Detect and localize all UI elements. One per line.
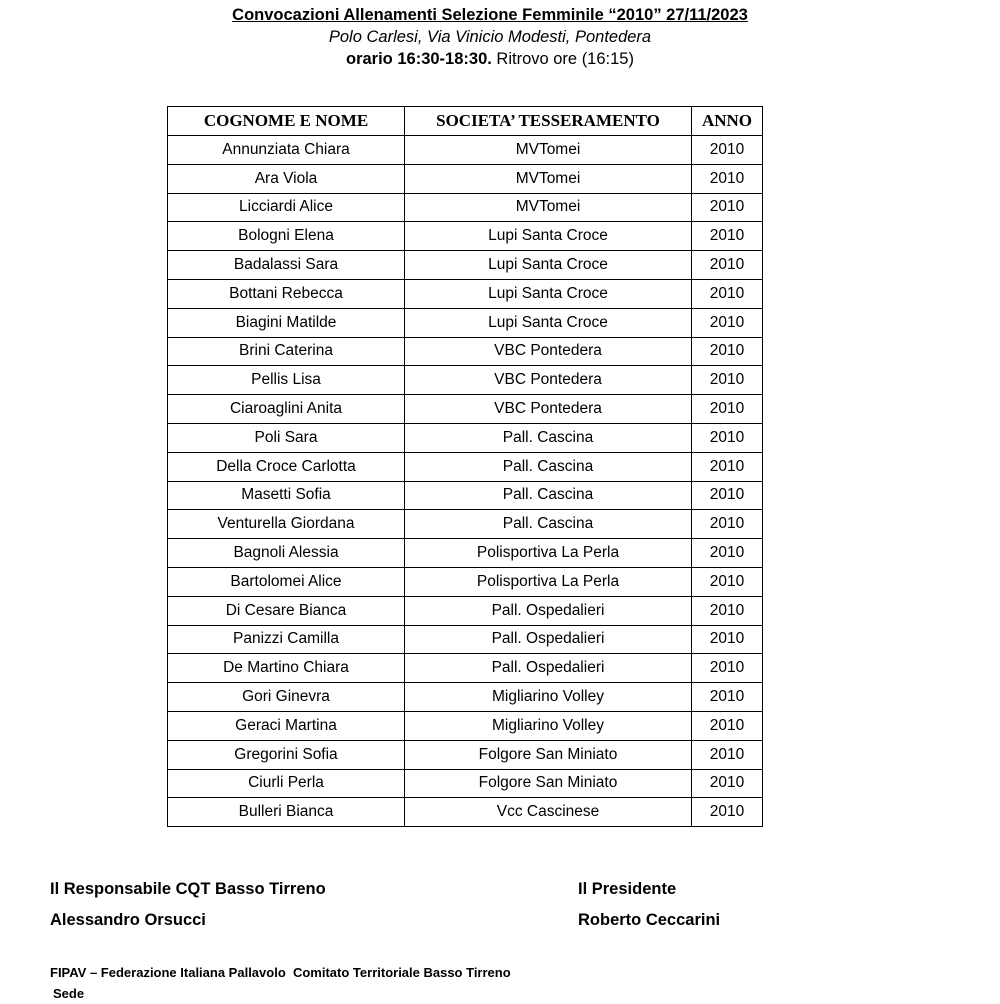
cell-year: 2010 bbox=[692, 596, 763, 625]
cell-club: Lupi Santa Croce bbox=[405, 222, 692, 251]
table-row bbox=[168, 539, 763, 568]
schedule-line bbox=[0, 48, 980, 70]
cell-name: Gregorini Sofia bbox=[168, 740, 405, 769]
table-row bbox=[168, 683, 763, 712]
table-row bbox=[168, 567, 763, 596]
table-row bbox=[168, 337, 763, 366]
venue-line: Polo Carlesi, Via Vinicio Modesti, Pontedera bbox=[328, 28, 652, 46]
footer-organization: FIPAV – Federazione Italiana Pallavolo Comitato Territoriale Basso Tirreno bbox=[50, 965, 511, 980]
cell-year: 2010 bbox=[692, 279, 763, 308]
table-row bbox=[168, 164, 763, 193]
presidente-role: Il Presidente bbox=[578, 880, 677, 898]
cell-club: VBC Pontedera bbox=[405, 337, 692, 366]
cell-club: MVTomei bbox=[405, 193, 692, 222]
cell-name: Licciardi Alice bbox=[168, 193, 405, 222]
document-title: Convocazioni Allenamenti Selezione Femminile “2010” 27/11/2023 bbox=[232, 6, 748, 24]
cell-club: Pall. Cascina bbox=[405, 510, 692, 539]
cell-name: Di Cesare Bianca bbox=[168, 596, 405, 625]
footer-sede: Sede bbox=[53, 986, 85, 1001]
table-row bbox=[168, 510, 763, 539]
cell-year: 2010 bbox=[692, 481, 763, 510]
cell-year: 2010 bbox=[692, 308, 763, 337]
cell-name: Bologni Elena bbox=[168, 222, 405, 251]
column-header-name: COGNOME E NOME bbox=[168, 107, 405, 136]
table-row bbox=[168, 596, 763, 625]
table-row bbox=[168, 711, 763, 740]
signature-block-presidente bbox=[578, 874, 720, 936]
table-row bbox=[168, 423, 763, 452]
table-row bbox=[168, 222, 763, 251]
cell-name: Biagini Matilde bbox=[168, 308, 405, 337]
cell-name: Panizzi Camilla bbox=[168, 625, 405, 654]
document-header bbox=[0, 4, 980, 70]
cell-name: Pellis Lisa bbox=[168, 366, 405, 395]
column-header-club: SOCIETA’ TESSERAMENTO bbox=[405, 107, 692, 136]
cell-name: De Martino Chiara bbox=[168, 654, 405, 683]
cell-name: Ciurli Perla bbox=[168, 769, 405, 798]
table-row bbox=[168, 279, 763, 308]
cell-year: 2010 bbox=[692, 510, 763, 539]
cell-club: Polisportiva La Perla bbox=[405, 567, 692, 596]
responsabile-name: Alessandro Orsucci bbox=[50, 911, 206, 929]
cell-name: Ara Viola bbox=[168, 164, 405, 193]
cell-club: Pall. Ospedalieri bbox=[405, 654, 692, 683]
table-row bbox=[168, 251, 763, 280]
cell-club: MVTomei bbox=[405, 136, 692, 165]
table-row bbox=[168, 395, 763, 424]
cell-year: 2010 bbox=[692, 711, 763, 740]
cell-name: Poli Sara bbox=[168, 423, 405, 452]
cell-club: Vcc Cascinese bbox=[405, 798, 692, 827]
cell-year: 2010 bbox=[692, 539, 763, 568]
roster-table bbox=[167, 106, 763, 827]
signature-block-responsabile bbox=[50, 874, 326, 936]
cell-year: 2010 bbox=[692, 769, 763, 798]
cell-club: Pall. Cascina bbox=[405, 481, 692, 510]
cell-year: 2010 bbox=[692, 625, 763, 654]
cell-club: Lupi Santa Croce bbox=[405, 251, 692, 280]
cell-name: Geraci Martina bbox=[168, 711, 405, 740]
cell-club: Pall. Ospedalieri bbox=[405, 625, 692, 654]
cell-year: 2010 bbox=[692, 337, 763, 366]
cell-club: MVTomei bbox=[405, 164, 692, 193]
cell-club: VBC Pontedera bbox=[405, 366, 692, 395]
cell-year: 2010 bbox=[692, 395, 763, 424]
cell-club: Folgore San Miniato bbox=[405, 740, 692, 769]
cell-name: Venturella Giordana bbox=[168, 510, 405, 539]
schedule-meeting-time: Ritrovo ore (16:15) bbox=[491, 50, 634, 68]
cell-year: 2010 bbox=[692, 136, 763, 165]
column-header-year: ANNO bbox=[692, 107, 763, 136]
cell-year: 2010 bbox=[692, 193, 763, 222]
cell-year: 2010 bbox=[692, 683, 763, 712]
cell-club: VBC Pontedera bbox=[405, 395, 692, 424]
table-header-row bbox=[168, 107, 763, 136]
table-row bbox=[168, 654, 763, 683]
cell-year: 2010 bbox=[692, 366, 763, 395]
footer bbox=[50, 962, 511, 1004]
cell-club: Lupi Santa Croce bbox=[405, 308, 692, 337]
cell-year: 2010 bbox=[692, 251, 763, 280]
cell-club: Folgore San Miniato bbox=[405, 769, 692, 798]
table-row bbox=[168, 625, 763, 654]
table-row bbox=[168, 452, 763, 481]
table-row bbox=[168, 769, 763, 798]
cell-year: 2010 bbox=[692, 740, 763, 769]
table-row bbox=[168, 798, 763, 827]
cell-club: Lupi Santa Croce bbox=[405, 279, 692, 308]
cell-club: Migliarino Volley bbox=[405, 683, 692, 712]
cell-year: 2010 bbox=[692, 798, 763, 827]
cell-year: 2010 bbox=[692, 567, 763, 596]
cell-year: 2010 bbox=[692, 423, 763, 452]
table-row bbox=[168, 136, 763, 165]
cell-club: Pall. Ospedalieri bbox=[405, 596, 692, 625]
cell-club: Pall. Cascina bbox=[405, 452, 692, 481]
cell-year: 2010 bbox=[692, 452, 763, 481]
cell-year: 2010 bbox=[692, 654, 763, 683]
responsabile-role: Il Responsabile CQT Basso Tirreno bbox=[50, 880, 326, 898]
cell-name: Bottani Rebecca bbox=[168, 279, 405, 308]
cell-name: Brini Caterina bbox=[168, 337, 405, 366]
cell-club: Migliarino Volley bbox=[405, 711, 692, 740]
cell-year: 2010 bbox=[692, 164, 763, 193]
cell-name: Bartolomei Alice bbox=[168, 567, 405, 596]
table-row bbox=[168, 481, 763, 510]
cell-name: Bagnoli Alessia bbox=[168, 539, 405, 568]
cell-name: Annunziata Chiara bbox=[168, 136, 405, 165]
cell-name: Gori Ginevra bbox=[168, 683, 405, 712]
cell-name: Badalassi Sara bbox=[168, 251, 405, 280]
table-row bbox=[168, 193, 763, 222]
schedule-time: orario 16:30-18:30. bbox=[346, 50, 492, 68]
cell-club: Pall. Cascina bbox=[405, 423, 692, 452]
presidente-name: Roberto Ceccarini bbox=[578, 911, 721, 929]
cell-name: Bulleri Bianca bbox=[168, 798, 405, 827]
table-row bbox=[168, 308, 763, 337]
cell-name: Masetti Sofia bbox=[168, 481, 405, 510]
cell-club: Polisportiva La Perla bbox=[405, 539, 692, 568]
table-row bbox=[168, 740, 763, 769]
cell-name: Della Croce Carlotta bbox=[168, 452, 405, 481]
cell-name: Ciaroaglini Anita bbox=[168, 395, 405, 424]
cell-year: 2010 bbox=[692, 222, 763, 251]
table-row bbox=[168, 366, 763, 395]
roster-body bbox=[168, 136, 763, 827]
